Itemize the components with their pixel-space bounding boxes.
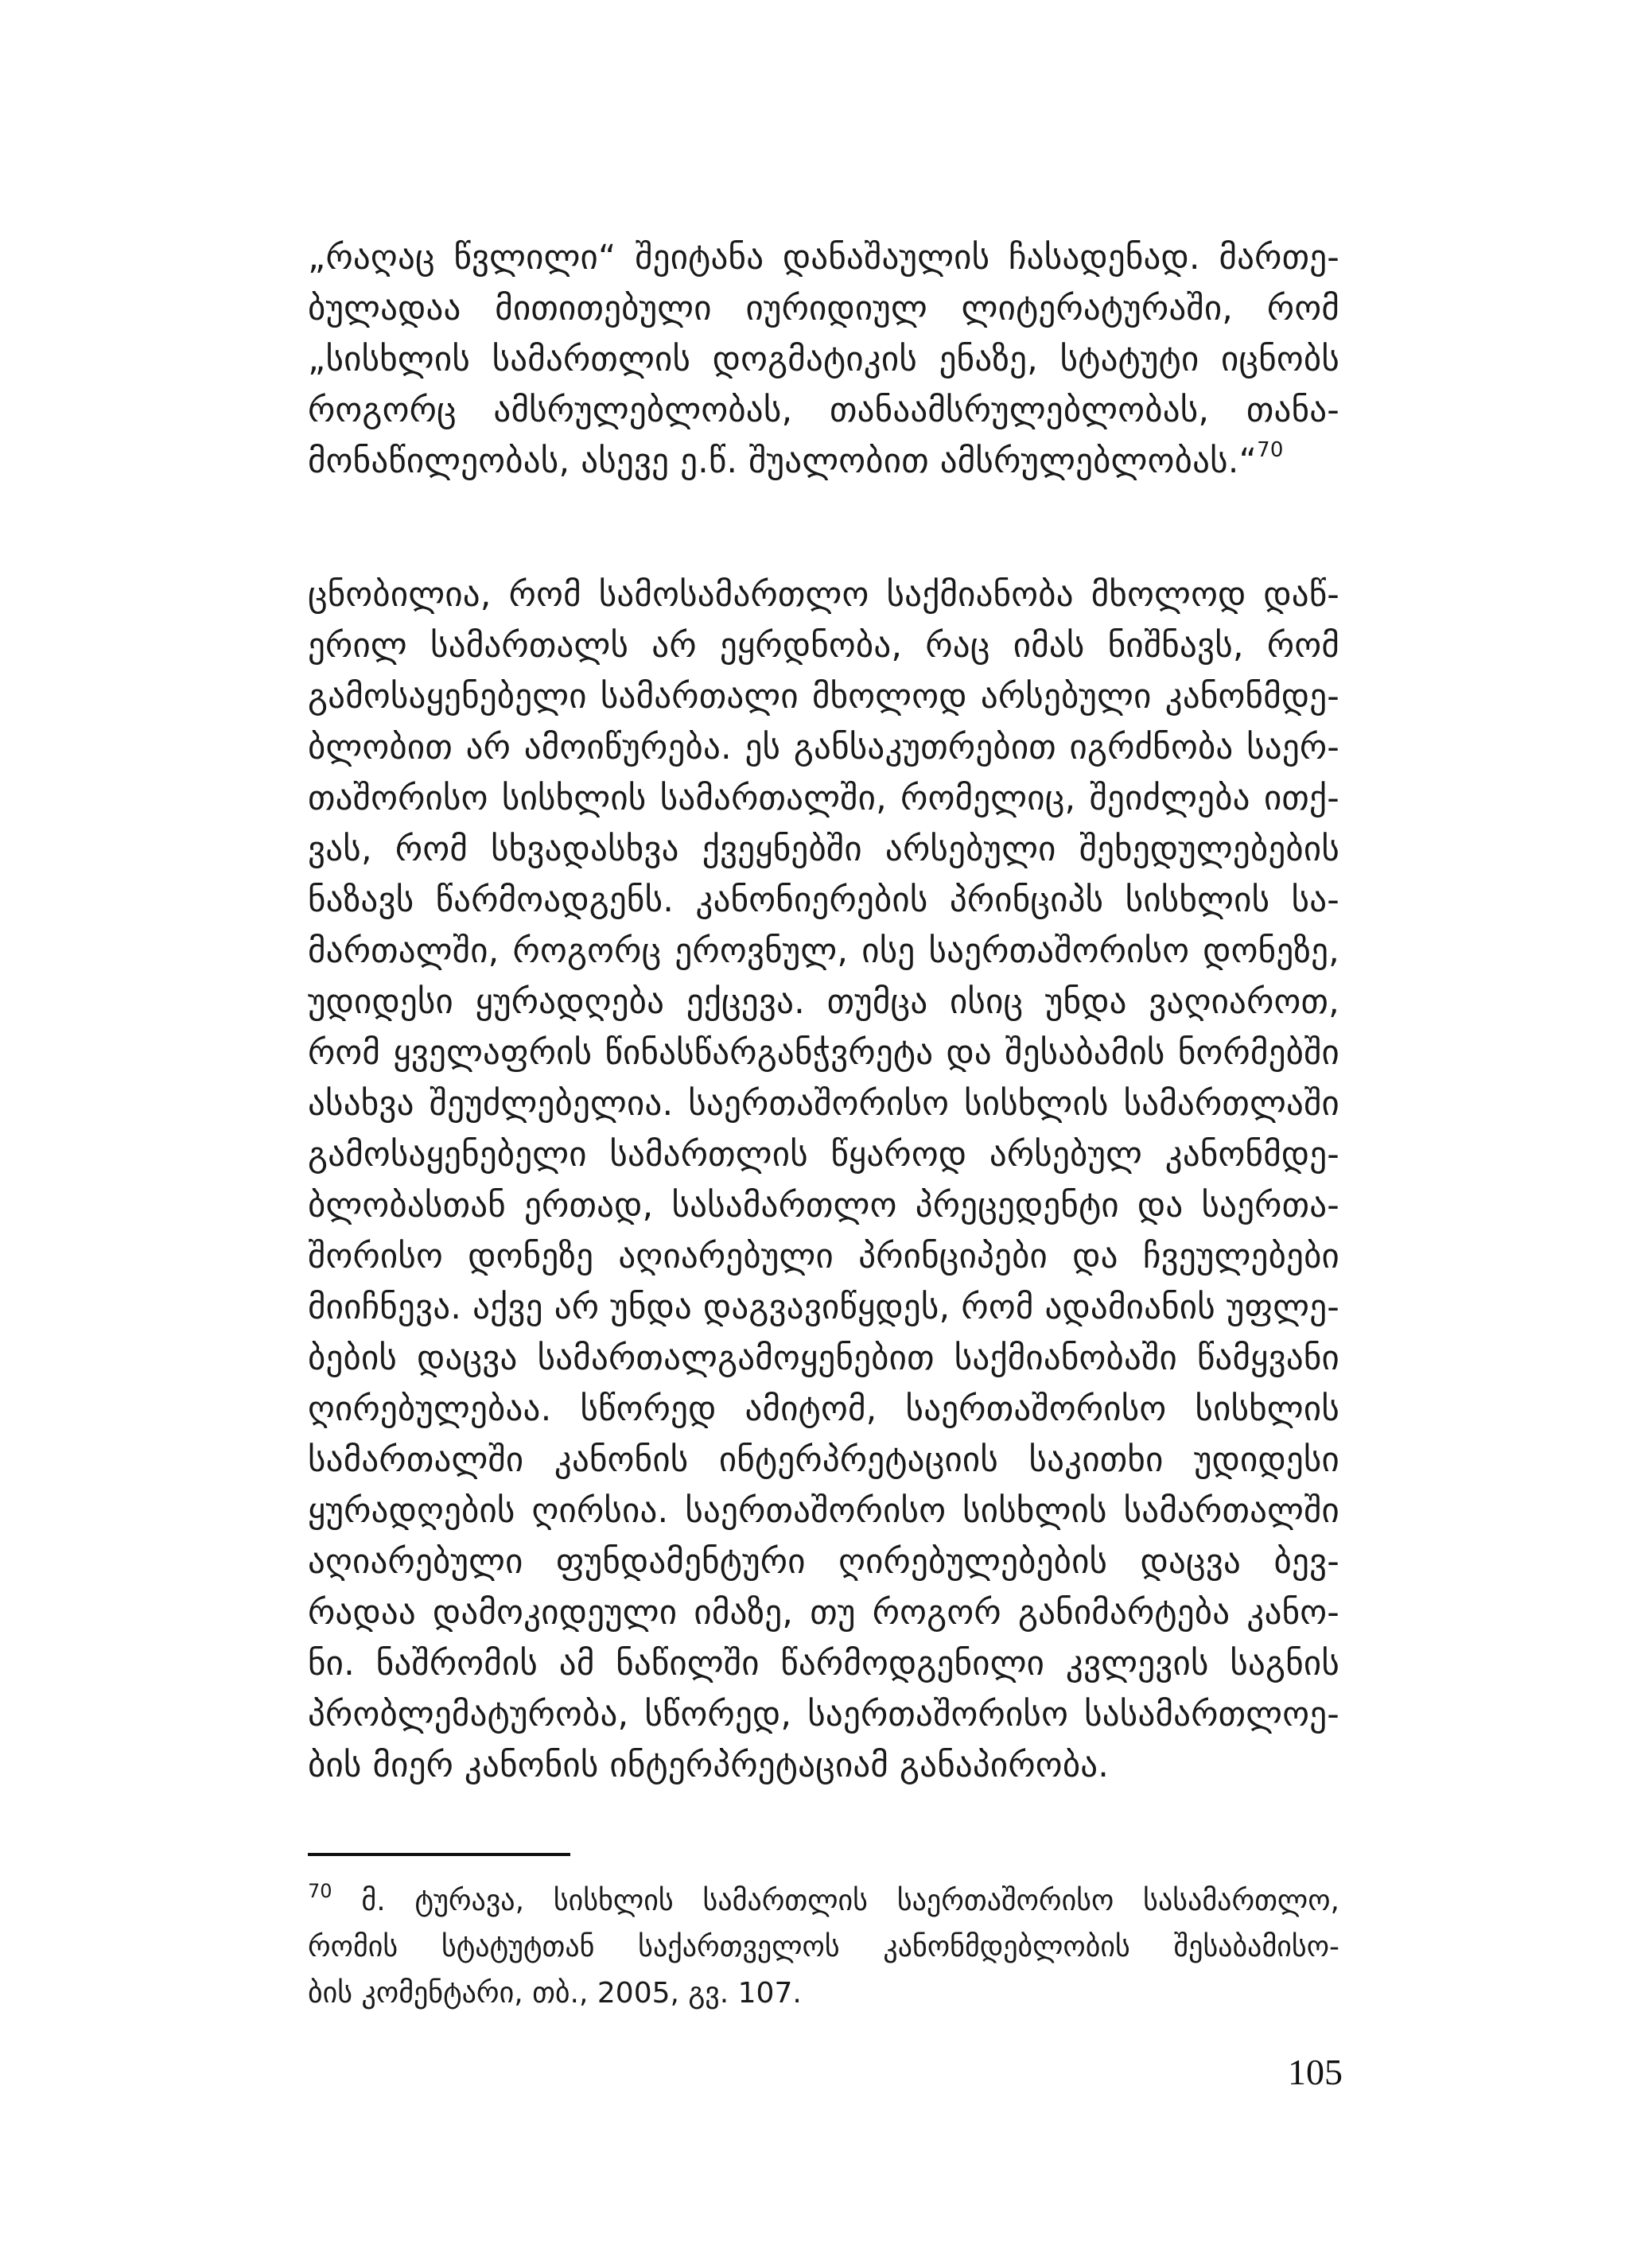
paragraph-2-line: გამოსაყენებელი სამართალი მხოლოდ არსებული კანონმდე- bbox=[308, 677, 1339, 717]
paragraph-2-line: სამართალში კანონის ინტერპრეტაციის საკითხი უდიდესი bbox=[308, 1440, 1339, 1480]
footnote-line: ბის კომენტარი, თბ., 2005, გვ. 107. bbox=[308, 1977, 802, 2010]
paragraph-2-line: თაშორისო სისხლის სამართალში, რომელიც, შეიძლება ითქ- bbox=[308, 779, 1339, 818]
paragraph-2-line: ბის მიერ კანონის ინტერპრეტაციამ განაპირობა. bbox=[308, 1746, 1110, 1785]
footnote-reference[interactable]: 70 bbox=[1257, 438, 1284, 462]
paragraph-2-line: ბლობასთან ერთად, სასამართლო პრეცედენტი და საერთა- bbox=[308, 1186, 1339, 1225]
paragraph-2-line: ასახვა შეუძლებელია. საერთაშორისო სისხლის სამართლაში bbox=[308, 1084, 1339, 1124]
paragraph-1-line: „რაღაც წვლილი“ შეიტანა დანაშაულის ჩასადენად. მართე- bbox=[308, 238, 1339, 278]
paragraph-2-line: გამოსაყენებელი სამართლის წყაროდ არსებულ კანონმდე- bbox=[308, 1135, 1339, 1175]
footnote-number: 70 bbox=[308, 1880, 332, 1902]
page-number: 105 bbox=[1288, 2052, 1343, 2092]
footnote-first-line bbox=[308, 1878, 1339, 1924]
paragraph-2-line: რომ ყველაფრის წინასწარგანჭვრეტა და შესაბამის ნორმებში bbox=[308, 1033, 1339, 1073]
paragraph-2-line: აღიარებული ფუნდამენტური ღირებულებების დაცვა ბევ- bbox=[308, 1542, 1339, 1582]
footnote-line-text: მ. ტურავა, სისხლის სამართლის საერთაშორისო სასამართლო, bbox=[332, 1885, 1339, 1917]
paragraph-1 bbox=[308, 232, 1339, 487]
paragraph-2-line: შორისო დონეზე აღიარებული პრინციპები და ჩვეულებები bbox=[308, 1237, 1339, 1276]
footnote-line: რომის სტატუტთან საქართველოს კანონმდებლობის შესაბამისო- bbox=[308, 1931, 1339, 1963]
paragraph-2-line: მართალში, როგორც ეროვნულ, ისე საერთაშორისო დონეზე, bbox=[308, 931, 1339, 971]
paragraph-2-line: ბლობით არ ამოიწურება. ეს განსაკუთრებით იგრძნობა საერ- bbox=[308, 728, 1339, 767]
paragraph-2-line: რადაა დამოკიდეული იმაზე, თუ როგორ განიმარტება კანო- bbox=[308, 1593, 1339, 1633]
paragraph-2-line: უდიდესი ყურადღება ექცევა. თუმცა ისიც უნდა ვაღიაროთ, bbox=[308, 982, 1339, 1022]
paragraph-2-line: ცნობილია, რომ სამოსამართლო საქმიანობა მხოლოდ დაწ- bbox=[308, 575, 1339, 615]
paragraph-2-line: მიიჩნევა. აქვე არ უნდა დაგვავიწყდეს, რომ ადამიანის უფლე- bbox=[308, 1287, 1339, 1327]
paragraph-2-line: ერილ სამართალს არ ეყრდნობა, რაც იმას ნიშნავს, რომ bbox=[308, 626, 1339, 666]
paragraph-2-line: ნაზავს წარმოადგენს. კანონიერების პრინციპს სისხლის სა- bbox=[308, 880, 1339, 920]
paragraph-1-line: ბულადაა მითითებული იურიდიულ ლიტერატურაში, რომ bbox=[308, 289, 1339, 328]
paragraph-1-line: „სისხლის სამართლის დოგმატიკის ენაზე, სტატუტი იცნობს bbox=[308, 340, 1339, 379]
paragraph-1-last-line bbox=[308, 436, 1339, 487]
paragraph-2-line: ბების დაცვა სამართალგამოყენებით საქმიანობაში წამყვანი bbox=[308, 1338, 1339, 1378]
paragraph-2-line: ნი. ნაშრომის ამ ნაწილში წარმოდგენილი კვლევის საგნის bbox=[308, 1644, 1339, 1684]
paragraph-2-line: ღირებულებაა. სწორედ ამიტომ, საერთაშორისო სისხლის bbox=[308, 1389, 1339, 1429]
footnote-divider bbox=[308, 1853, 570, 1856]
paragraph-2-line: პრობლემატურობა, სწორედ, საერთაშორისო სასამართლოე- bbox=[308, 1695, 1339, 1734]
paragraph-1-line-text: მონაწილეობას, ასევე ე.წ. შუალობით ამსრულებლობას.“ bbox=[308, 441, 1258, 481]
paragraph-2 bbox=[308, 569, 1339, 1791]
paragraph-2-line: ვას, რომ სხვადასხვა ქვეყნებში არსებული შეხედულებების bbox=[308, 829, 1339, 869]
paragraph-2-line: ყურადღების ღირსია. საერთაშორისო სისხლის სამართალში bbox=[308, 1491, 1339, 1531]
paragraph-1-line: როგორც ამსრულებლობას, თანაამსრულებლობას, თანა- bbox=[308, 390, 1339, 430]
footnote bbox=[308, 1878, 1339, 2017]
